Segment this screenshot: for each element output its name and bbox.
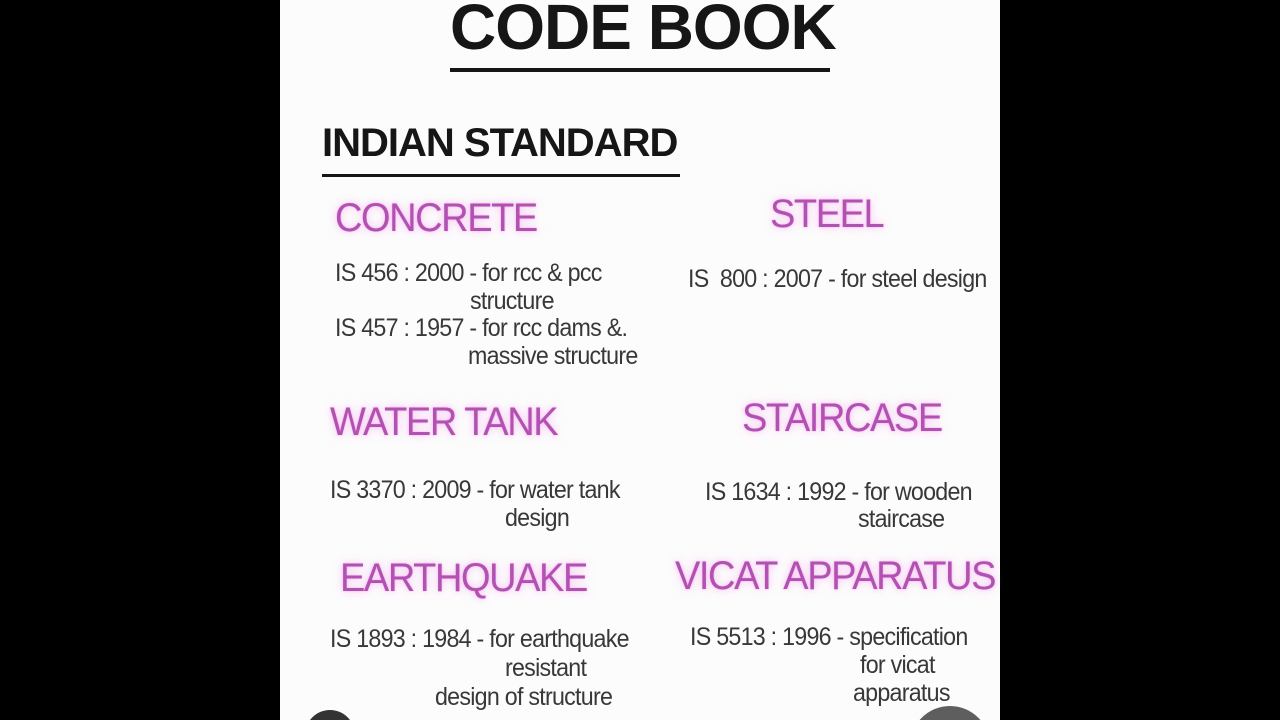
code-line: design (505, 504, 570, 532)
page-title-underline (450, 0, 836, 72)
page-title: CODE BOOK (450, 0, 836, 63)
slide (280, 0, 1000, 720)
page-subtitle: INDIAN STANDARD (322, 121, 678, 165)
code-line: IS 457 : 1957 - for rcc dams &. (335, 314, 628, 342)
code-line: IS 800 : 2007 - for steel design (688, 265, 987, 293)
bottom-right-circle-decoration (910, 706, 990, 720)
section-heading-steel: STEEL (770, 192, 884, 236)
section-heading-vicat-apparatus: VICAT APPARATUS (675, 554, 996, 598)
code-line: for vicat (860, 651, 935, 679)
section-heading-concrete: CONCRETE (335, 196, 537, 240)
code-line: apparatus (853, 679, 950, 707)
code-line: IS 5513 : 1996 - specification (690, 623, 968, 651)
code-line: IS 456 : 2000 - for rcc & pcc (335, 259, 602, 287)
code-line: IS 1893 : 1984 - for earthquake (330, 625, 629, 653)
section-heading-water-tank: WATER TANK (330, 400, 558, 444)
code-line: staircase (858, 505, 945, 533)
page-subtitle-underline (322, 120, 680, 177)
section-heading-staircase: STAIRCASE (742, 396, 942, 440)
code-line: design of structure (435, 683, 613, 711)
bottom-left-circle-decoration (305, 710, 355, 720)
code-line: resistant (505, 654, 587, 682)
code-line: IS 1634 : 1992 - for wooden (705, 478, 972, 506)
code-line: structure (470, 287, 554, 315)
code-line: massive structure (468, 342, 638, 370)
section-heading-earthquake: EARTHQUAKE (340, 556, 587, 600)
code-line: IS 3370 : 2009 - for water tank (330, 476, 620, 504)
